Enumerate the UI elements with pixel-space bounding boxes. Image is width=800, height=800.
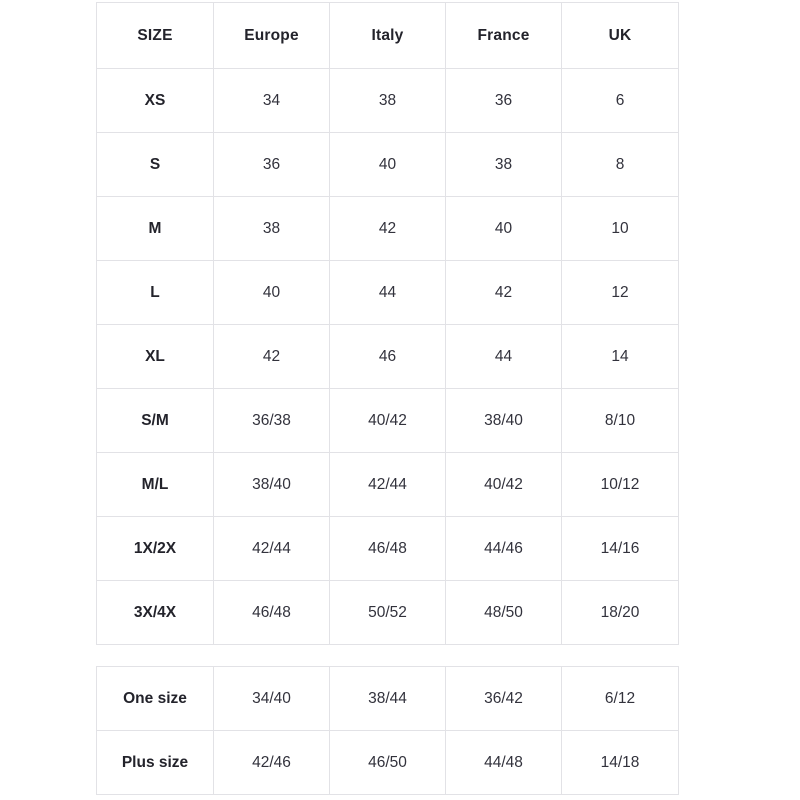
cell-uk: 10/12 xyxy=(562,453,679,517)
cell-uk: 14/18 xyxy=(562,731,679,795)
table-row xyxy=(97,133,679,197)
cell-europe: 46/48 xyxy=(214,581,330,645)
cell-uk: 14 xyxy=(562,325,679,389)
table-header-row xyxy=(97,3,679,69)
cell-france: 38/40 xyxy=(446,389,562,453)
cell-uk: 6/12 xyxy=(562,667,679,731)
one-size-table xyxy=(96,666,679,795)
cell-france: 40 xyxy=(446,197,562,261)
cell-uk: 6 xyxy=(562,69,679,133)
table-row xyxy=(97,581,679,645)
cell-italy: 50/52 xyxy=(330,581,446,645)
cell-france: 42 xyxy=(446,261,562,325)
cell-italy: 42/44 xyxy=(330,453,446,517)
table-row xyxy=(97,389,679,453)
row-label: XS xyxy=(97,69,214,133)
cell-uk: 8 xyxy=(562,133,679,197)
cell-europe: 38/40 xyxy=(214,453,330,517)
cell-france: 44/46 xyxy=(446,517,562,581)
column-header-france: France xyxy=(446,3,562,69)
table-row xyxy=(97,197,679,261)
size-conversion-table-wrapper xyxy=(96,2,678,645)
cell-europe: 34 xyxy=(214,69,330,133)
row-label: S/M xyxy=(97,389,214,453)
cell-europe: 38 xyxy=(214,197,330,261)
cell-italy: 38/44 xyxy=(330,667,446,731)
column-header-italy: Italy xyxy=(330,3,446,69)
table-row xyxy=(97,69,679,133)
row-label: L xyxy=(97,261,214,325)
cell-europe: 40 xyxy=(214,261,330,325)
table-row xyxy=(97,261,679,325)
row-label: One size xyxy=(97,667,214,731)
cell-france: 40/42 xyxy=(446,453,562,517)
row-label: 3X/4X xyxy=(97,581,214,645)
table-row xyxy=(97,667,679,731)
row-label: M xyxy=(97,197,214,261)
cell-italy: 46 xyxy=(330,325,446,389)
cell-europe: 36/38 xyxy=(214,389,330,453)
cell-uk: 12 xyxy=(562,261,679,325)
one-size-table-wrapper xyxy=(96,666,678,795)
cell-italy: 40 xyxy=(330,133,446,197)
cell-italy: 46/48 xyxy=(330,517,446,581)
cell-italy: 44 xyxy=(330,261,446,325)
column-header-europe: Europe xyxy=(214,3,330,69)
cell-italy: 38 xyxy=(330,69,446,133)
cell-europe: 34/40 xyxy=(214,667,330,731)
cell-france: 48/50 xyxy=(446,581,562,645)
row-label: S xyxy=(97,133,214,197)
cell-europe: 42/44 xyxy=(214,517,330,581)
cell-uk: 8/10 xyxy=(562,389,679,453)
table-row xyxy=(97,517,679,581)
cell-france: 36 xyxy=(446,69,562,133)
table-row xyxy=(97,453,679,517)
cell-italy: 40/42 xyxy=(330,389,446,453)
column-header-size: SIZE xyxy=(97,3,214,69)
row-label: Plus size xyxy=(97,731,214,795)
cell-europe: 42/46 xyxy=(214,731,330,795)
cell-france: 44/48 xyxy=(446,731,562,795)
cell-uk: 18/20 xyxy=(562,581,679,645)
cell-france: 38 xyxy=(446,133,562,197)
table-row xyxy=(97,731,679,795)
cell-europe: 36 xyxy=(214,133,330,197)
column-header-uk: UK xyxy=(562,3,679,69)
cell-france: 44 xyxy=(446,325,562,389)
row-label: 1X/2X xyxy=(97,517,214,581)
row-label: XL xyxy=(97,325,214,389)
cell-france: 36/42 xyxy=(446,667,562,731)
size-conversion-table xyxy=(96,2,679,645)
cell-uk: 10 xyxy=(562,197,679,261)
cell-europe: 42 xyxy=(214,325,330,389)
row-label: M/L xyxy=(97,453,214,517)
cell-italy: 46/50 xyxy=(330,731,446,795)
cell-uk: 14/16 xyxy=(562,517,679,581)
table-row xyxy=(97,325,679,389)
cell-italy: 42 xyxy=(330,197,446,261)
